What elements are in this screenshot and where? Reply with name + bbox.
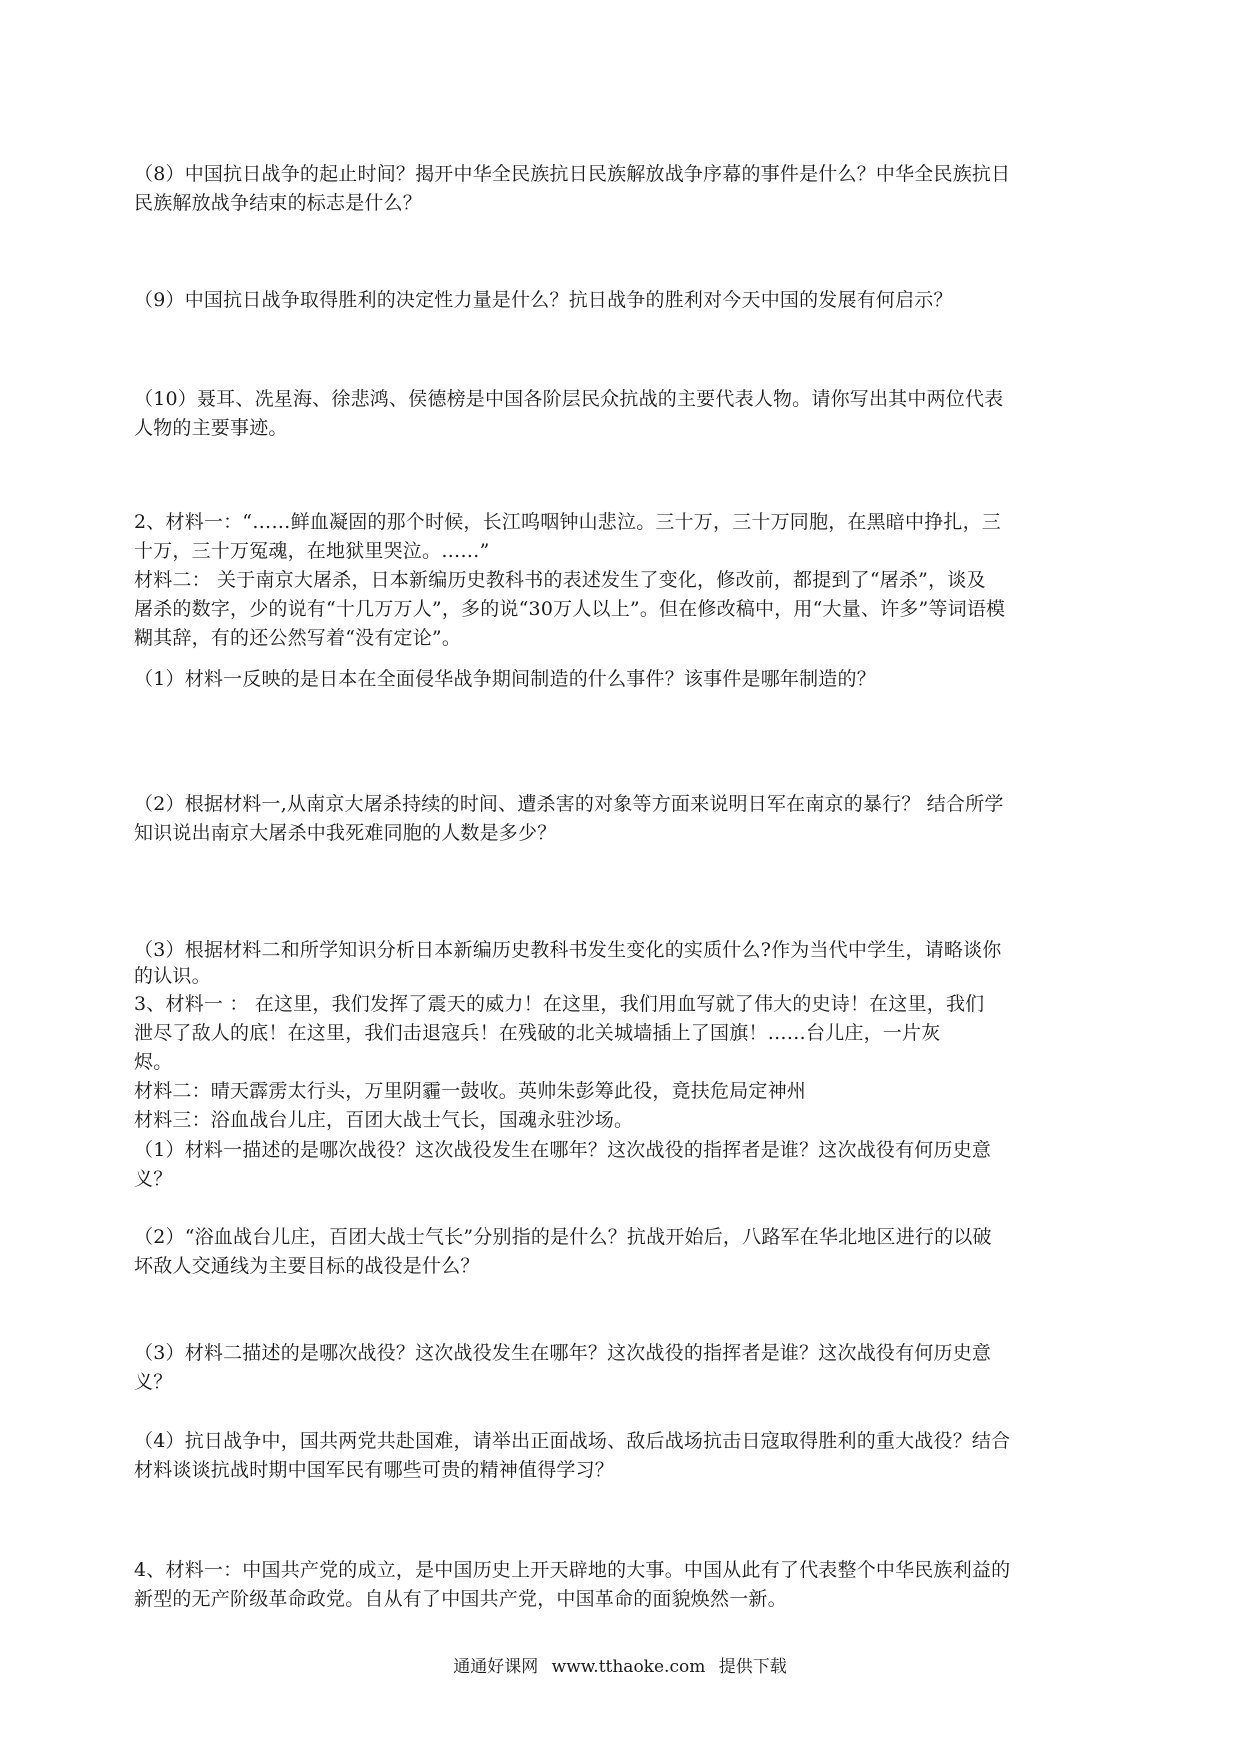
- q2-material2-line3: 糊其辞，有的还公然写着“没有定论”。: [134, 627, 462, 649]
- q2-material1-line2: 十万，三十万冤魂，在地狱里哭泣。……”: [134, 540, 490, 562]
- q2-part3-line1: （3）根据材料二和所学知识分析日本新编历史教科书发生变化的实质什么?作为当代中学生，请略谈你: [134, 939, 1002, 961]
- q4-material1-line2: 新型的无产阶级革命政党。自从有了中国共产党，中国革命的面貌焕然一新。: [134, 1588, 787, 1610]
- q1-part9-line1: （9）中国抗日战争取得胜利的决定性力量是什么？抗日战争的胜利对今天中国的发展有何启示？: [134, 289, 953, 311]
- q3-part1-line1: （1）材料一描述的是哪次战役？这次战役发生在哪年？这次战役的指挥者是谁？这次战役有何历史意: [134, 1139, 992, 1161]
- q3-part3-line2: 义？: [134, 1371, 173, 1393]
- q3-material1-line3: 烬。: [134, 1051, 173, 1073]
- q3-part3-line1: （3）材料二描述的是哪次战役？这次战役发生在哪年？这次战役的指挥者是谁？这次战役有何历史意: [134, 1342, 992, 1364]
- q2-material1-line1: 2、材料一：“……鲜血凝固的那个时候，长江呜咽钟山悲泣。三十万，三十万同胞，在黑暗中挣扎，三: [134, 511, 1002, 533]
- page-footer: [0, 1655, 1240, 1679]
- q3-part2-line1: （2）“浴血战台儿庄，百团大战士气长”分别指的是什么？抗战开始后，八路军在华北地区进行的以破: [134, 1226, 992, 1248]
- q1-part8-line1: （8）中国抗日战争的起止时间？揭开中华全民族抗日民族解放战争序幕的事件是什么？中华全民族抗日: [134, 163, 1011, 185]
- q3-part2-line2: 坏敌人交通线为主要目标的战役是什么？: [134, 1255, 480, 1277]
- q3-material1-line2: 泄尽了敌人的底！在这里，我们击退寇兵！在残破的北关城墙插上了国旗！……台儿庄，一片灰: [134, 1022, 941, 1044]
- q1-part10-line1: （10）聂耳、冼星海、徐悲鸿、侯德榜是中国各阶层民众抗战的主要代表人物。请你写出其中两位代表: [134, 388, 1004, 410]
- q3-material3: 材料三：浴血战台儿庄，百团大战士气长，国魂永驻沙场。: [134, 1109, 634, 1131]
- q1-part10-line2: 人物的主要事迹。: [134, 417, 288, 439]
- q2-part1: （1）材料一反映的是日本在全面侵华战争期间制造的什么事件？该事件是哪年制造的？: [134, 668, 876, 690]
- footer-site-url[interactable]: www.tthaoke.com: [551, 1657, 706, 1677]
- footer-download-text: 提供下载: [718, 1657, 787, 1677]
- q3-part4-line1: （4）抗日战争中，国共两党共赴国难，请举出正面战场、敌后战场抗击日寇取得胜利的重大战役？结合: [134, 1430, 1011, 1452]
- q2-material2-line2: 屠杀的数字，少的说有“十几万万人”，多的说“30万人以上”。但在修改稿中，用“大量、许多”等词语模: [134, 598, 1006, 620]
- q2-part2-line2: 知识说出南京大屠杀中我死难同胞的人数是多少？: [134, 822, 557, 844]
- q1-part8-line2: 民族解放战争结束的标志是什么？: [134, 192, 423, 214]
- q3-part4-line2: 材料谈谈抗战时期中国军民有哪些可贵的精神值得学习？: [134, 1459, 615, 1481]
- q4-material1-line1: 4、材料一：中国共产党的成立，是中国历史上开天辟地的大事。中国从此有了代表整个中华民族利益的: [134, 1559, 1011, 1581]
- q2-part2-line1: （2）根据材料一,从南京大屠杀持续的时间、遭杀害的对象等方面来说明日军在南京的暴行？ 结合所学: [134, 793, 1004, 815]
- q3-material2: 材料二：晴天霹雳太行头，万里阴霾一鼓收。英帅朱彭筹此役，竟扶危局定神州: [134, 1080, 807, 1102]
- q2-material2-line1: 材料二： 关于南京大屠杀，日本新编历史教科书的表述发生了变化，修改前，都提到了“屠杀”，谈及: [134, 569, 986, 591]
- q3-material1-line1: 3、材料一 ： 在这里，我们发挥了震天的威力！在这里，我们用血写就了伟大的史诗！在这里，我们: [134, 993, 985, 1015]
- footer-site-name: 通通好课网: [453, 1657, 539, 1677]
- q2-part3-line2: 的认识。: [134, 965, 211, 987]
- q3-part1-line2: 义？: [134, 1168, 173, 1190]
